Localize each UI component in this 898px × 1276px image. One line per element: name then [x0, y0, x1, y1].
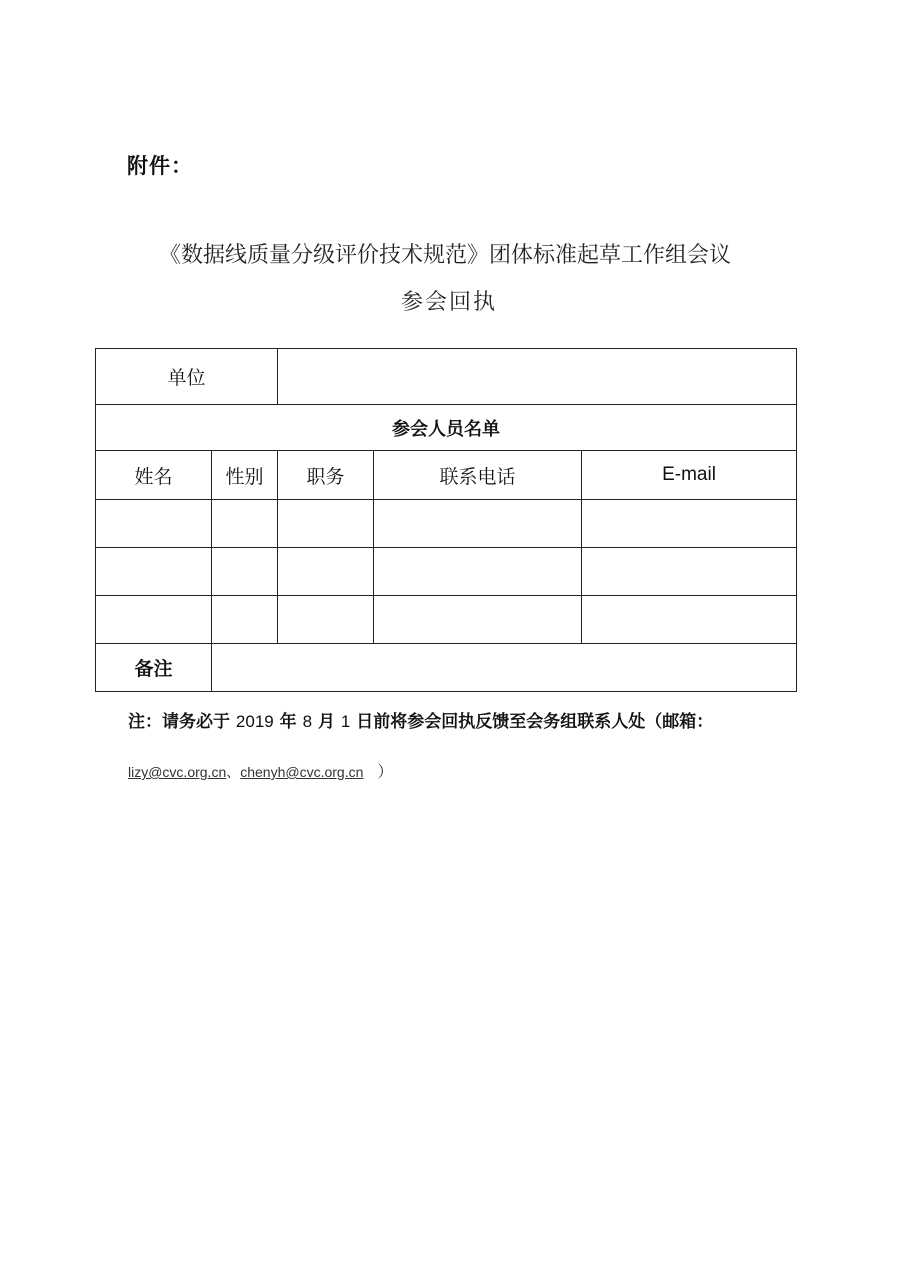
note-suffix: 日前将参会回执反馈至会务组联系人处（邮箱：: [356, 712, 714, 732]
email-field[interactable]: [582, 596, 797, 644]
column-header-position: 职务: [278, 451, 374, 500]
phone-field[interactable]: [374, 548, 582, 596]
note-year: 2019: [235, 712, 274, 731]
position-field[interactable]: [278, 500, 374, 548]
annex-label: 附件：: [127, 154, 193, 178]
email-field[interactable]: [582, 500, 797, 548]
column-header-row: [96, 451, 797, 500]
gender-field[interactable]: [212, 548, 278, 596]
contact-email-link-chenyh[interactable]: chenyh@cvc.org.cn: [240, 764, 364, 780]
note-prefix: 注：请务必于: [128, 712, 230, 732]
deadline-note: [128, 707, 713, 732]
contact-emails: [128, 759, 393, 782]
email-field[interactable]: [582, 548, 797, 596]
column-header-phone: 联系电话: [374, 451, 582, 500]
document-title: 《数据线质量分级评价技术规范》团体标准起草工作组会议: [158, 243, 731, 268]
column-header-gender: 性别: [212, 451, 278, 500]
document-subtitle: 参会回执: [400, 290, 497, 315]
position-field[interactable]: [278, 596, 374, 644]
participant-list-header: 参会人员名单: [96, 405, 797, 451]
closing-parenthesis: ）: [377, 764, 394, 781]
unit-row: [96, 349, 797, 405]
phone-field[interactable]: [374, 596, 582, 644]
gender-field[interactable]: [212, 500, 278, 548]
contact-email-link-lizy[interactable]: lizy@cvc.org.cn: [128, 764, 227, 780]
phone-field[interactable]: [374, 500, 582, 548]
name-field[interactable]: [96, 548, 212, 596]
table-row: [96, 500, 797, 548]
column-header-name: 姓名: [96, 451, 212, 500]
unit-value-field[interactable]: [278, 349, 797, 405]
note-month-unit: 月: [317, 712, 335, 732]
note-month: 8: [302, 712, 313, 731]
remark-row: [96, 644, 797, 692]
column-header-email: E-mail: [582, 451, 797, 500]
section-header-row: [96, 405, 797, 451]
remark-field[interactable]: [212, 644, 797, 692]
email-separator: 、: [226, 764, 241, 780]
gender-field[interactable]: [212, 596, 278, 644]
remark-label: 备注: [96, 644, 212, 692]
note-day: 1: [340, 712, 351, 731]
unit-label: 单位: [96, 349, 278, 405]
table-row: [96, 548, 797, 596]
table-row: [96, 596, 797, 644]
name-field[interactable]: [96, 500, 212, 548]
name-field[interactable]: [96, 596, 212, 644]
note-year-unit: 年: [279, 712, 297, 732]
position-field[interactable]: [278, 548, 374, 596]
registration-form-table: [95, 348, 797, 692]
